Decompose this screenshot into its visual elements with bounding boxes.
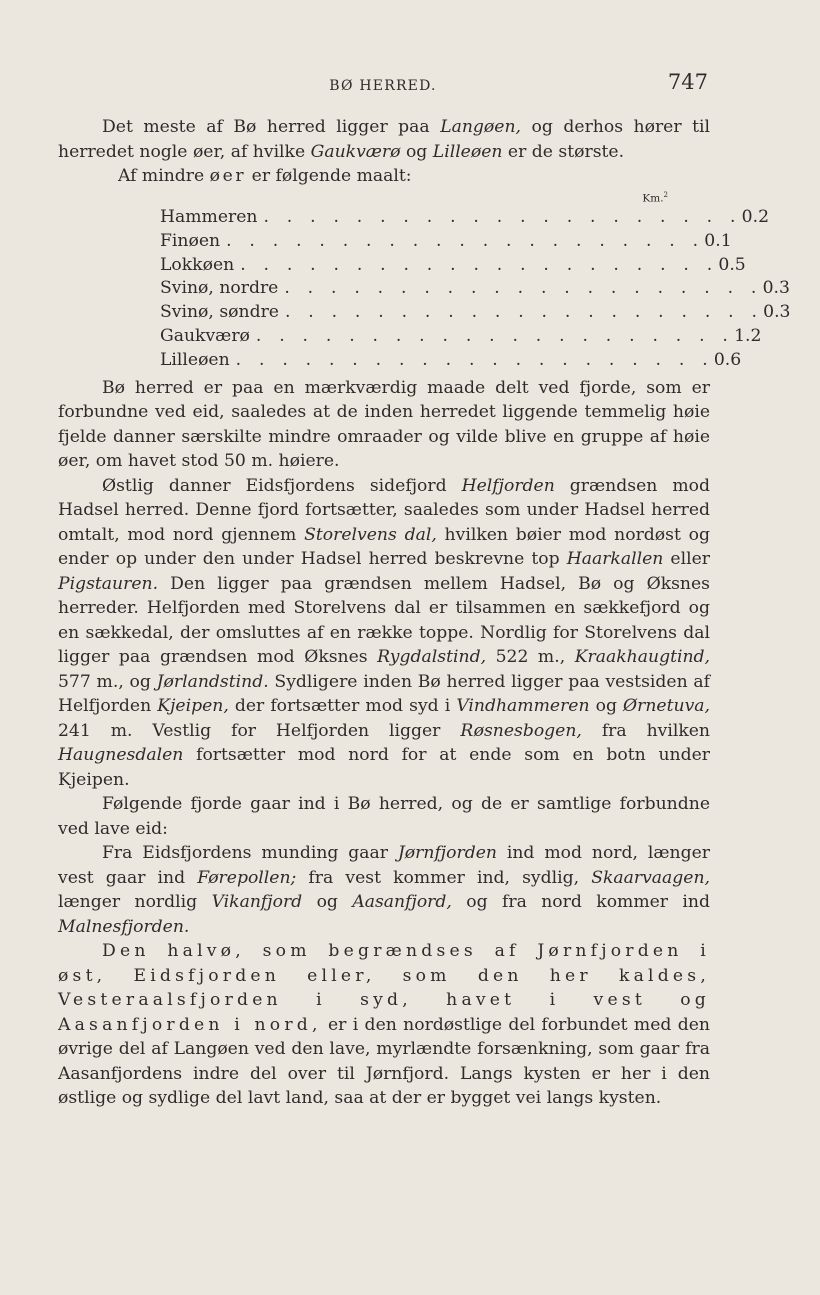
peninsula-paragraph: Den halvø, som begrændses af Jørnfjorden i øst, Eidsfjorden eller, som den her kaldes, Vesteraalsfjorden i syd, havet i vest og Aasanfjorden i nord, er i den nordøstlige del forbundet med den øvrige del af Langøen ved den lave, myrlændte forsænkning, som gaar fra Aasanfjordens indre del over til Jørnfjord. Langs kysten er her i den østlige og sydlige del lavt land, saa at der er bygget vei langs kysten. <box>58 941 710 1109</box>
table-row: Lilleøen . . . . . . . . . . . . . . . . . . . . . 0.6 <box>160 349 742 370</box>
table-row: Svinø, søndre . . . . . . . . . . . . . . . . . . . . . 0.3 <box>160 302 791 323</box>
intro-paragraph: Det meste af Bø herred ligger paa Langøen, og derhos hører til herredet nogle øer, af hvilke Gaukværø og Lilleøen er de største. <box>58 117 710 162</box>
islands-table-title: Af mindre øer er følgende maalt: <box>118 166 412 186</box>
area-unit-header: Km.$^2$ <box>642 190 668 204</box>
following-fjords-paragraph: Følgende fjorde gaar ind i Bø herred, og de er samtlige forbundne ved lave eid: <box>58 794 710 839</box>
eidsfjord-paragraph: Fra Eidsfjordens munding gaar Jørnfjorden ind mod nord, længer vest gaar ind Førepollen; fra vest kommer ind, sydlig, Skaarvaagen, længer nordlig Vikanfjord og Aasanfjord, og fra nord kommer ind Malnesfjorden. <box>58 843 710 937</box>
table-row: Lokkøen . . . . . . . . . . . . . . . . . . . . . 0.5 <box>160 254 746 275</box>
table-row: Hammeren . . . . . . . . . . . . . . . . . . . . . 0.2 <box>160 207 770 227</box>
fjords-paragraph: Bø herred er paa en mærkværdig maade delt ved fjorde, som er forbundne ved eid, saaledes at de inden herredet liggende temmelig høie fjelde danner særskilte mindre omraader og vilde blive en gruppe af høie øer, om havet stod 50 m. høiere. <box>58 377 710 472</box>
table-row: Finøen . . . . . . . . . . . . . . . . . . . . . 0.1 <box>160 230 732 251</box>
body-text <box>58 115 791 1111</box>
table-row: Svinø, nordre . . . . . . . . . . . . . . . . . . . . . 0.3 <box>160 278 790 299</box>
running-title: BØ HERRED. <box>329 78 437 94</box>
east-border-paragraph: Østlig danner Eidsfjordens sidefjord Helfjorden grændsen mod Hadsel herred. Denne fjord fortsætter, saaledes som under Hadsel herred omtalt, mod nord gjennem Storelvens dal, hvilken bøier mod nordøst og ender op under den under Hadsel herred beskrevne top Haarkallen eller Pigstauren. Den ligger paa grændsen mellem Hadsel, Bø og Øksnes herreder. Helfjorden med Storelvens dal er tilsammen en sækkefjord og en sækkedal, der omsluttes af en række toppe. Nordlig for Storelvens dal ligger paa grændsen mod Øksnes Rygdalstind, 522 m., Kraakhaugtind, 577 m., og Jørlandstind. Sydligere inden Bø herred ligger paa vestsiden af Helfjorden Kjeipen, der fortsætter mod syd i Vindhammeren og Ørnetuva, 241 m. Vestlig for Helfjorden ligger Røsnesbogen, fra hvilken Haugnesdalen fortsætter mod nord for at ende som en botn under Kjeipen. <box>58 475 711 790</box>
page-header <box>58 70 708 100</box>
table-row: Gaukværø . . . . . . . . . . . . . . . . . . . . . 1.2 <box>160 325 762 346</box>
page-number: 747 <box>667 70 708 94</box>
islands-table <box>160 189 791 372</box>
